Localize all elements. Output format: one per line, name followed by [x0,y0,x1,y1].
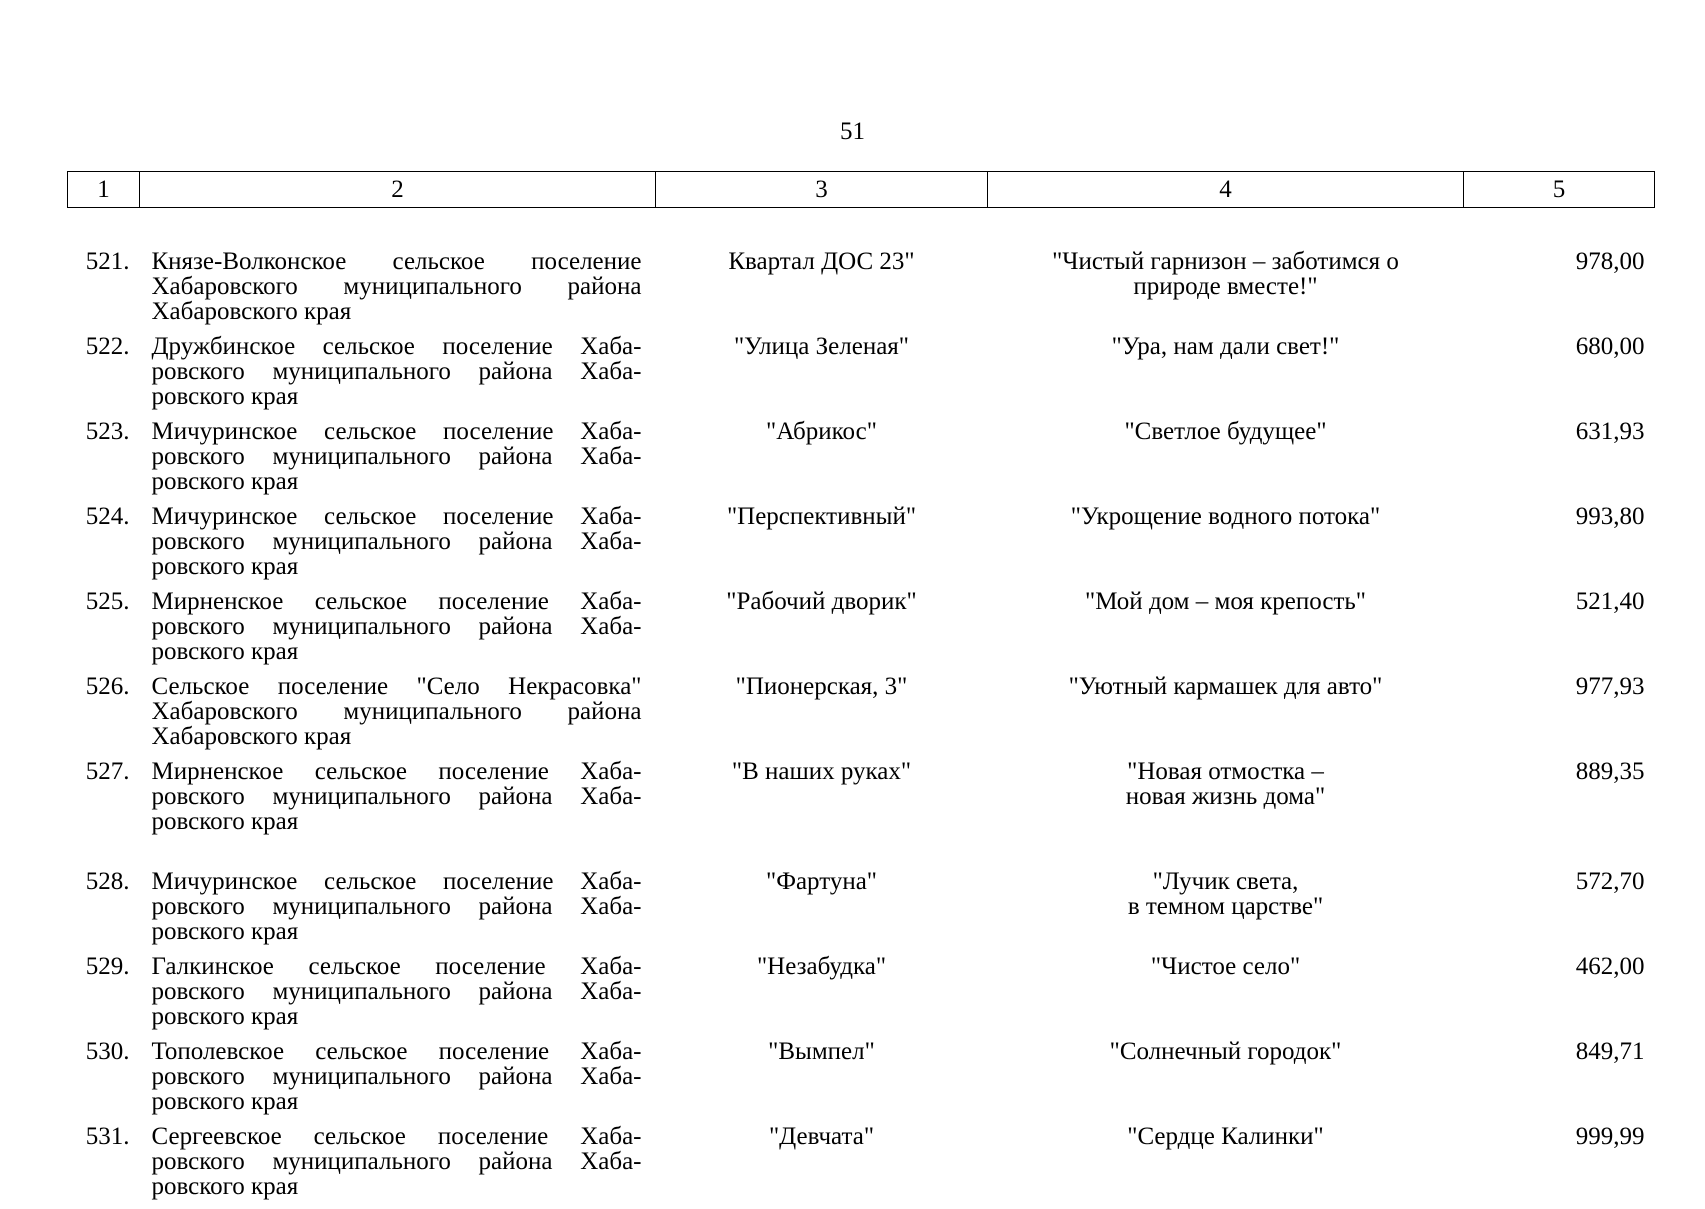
settlement-name: Мирненское сельское поселение Хабаровского муниципального района Хабаровского края [151,757,642,835]
table-row [68,334,1655,419]
project-title [988,589,1464,674]
row-number: 529. [85,952,130,980]
project-title [988,334,1464,419]
project-title-line: "Уютный кармашек для авто" [1068,672,1383,700]
settlement-name: Тополевское сельское поселение Хабаровского муниципального района Хабаровского края [151,1037,642,1115]
project-title [988,419,1464,504]
table-row [68,504,1655,589]
project-title [988,869,1464,954]
table-row [68,954,1655,1039]
column-header-3: 3 [656,172,988,208]
settlement-name: Мирненское сельское поселение Хабаровского муниципального района Хабаровского края [151,587,642,665]
row-number: 527. [85,757,130,785]
row-number: 531. [85,1122,130,1150]
amount-value: 680,00 [1575,332,1645,360]
project-title-line: "Чистое село" [1150,952,1301,980]
table-row [68,1039,1655,1124]
project-name: "Фартуна" [766,867,877,895]
project-name: "В наших руках" [731,757,912,785]
amount-value: 572,70 [1575,867,1645,895]
table-row [68,1124,1655,1209]
settlement-name: Дружбинское сельское поселение Хабаровского муниципального района Хабаровского края [151,332,642,410]
table-row [68,869,1655,954]
table-row [68,419,1655,504]
page-number: 51 [840,118,865,145]
column-header-2: 2 [140,172,656,208]
project-name: "Перспективный" [726,502,917,530]
project-name: "Незабудка" [756,952,887,980]
table-row [68,589,1655,674]
settlement-name: Сергеевское сельское поселение Хабаровского муниципального района Хабаровского края [151,1122,642,1200]
project-title-line: "Чистый гарнизон – заботимся о [1052,248,1399,275]
project-title-line: "Солнечный городок" [1109,1037,1342,1065]
row-number: 524. [85,502,130,530]
project-title [988,504,1464,589]
amount-value: 631,93 [1575,417,1645,445]
project-name: "Пионерская, 3" [735,672,908,700]
row-number: 526. [85,672,130,700]
project-title-line: "Сердце Калинки" [1127,1122,1324,1150]
amount-value: 849,71 [1575,1037,1645,1065]
header-row [68,172,1655,208]
row-number: 523. [85,417,130,445]
column-header-1: 1 [68,172,140,208]
settlement-name: Мичуринское сельское поселение Хабаровского муниципального района Хабаровского края [151,502,642,580]
project-title [988,208,1464,334]
project-title [988,1039,1464,1124]
settlement-name: Сельское поселение "Село Некрасовка" Хабаровского муниципального района Хабаровского края [151,672,642,750]
data-table [67,171,1655,1209]
amount-value: 521,40 [1575,587,1645,615]
table-row [68,208,1655,334]
amount-value: 889,35 [1575,757,1645,785]
settlement-name: Мичуринское сельское поселение Хабаровского муниципального района Хабаровского края [151,417,642,495]
project-title [988,954,1464,1039]
row-number: 528. [85,867,130,895]
project-title-line: новая жизнь дома" [1125,782,1326,810]
project-title-line: "Лучик света, [1152,867,1299,895]
project-title-line: "Укрощение водного потока" [1070,502,1381,530]
settlement-name: Галкинское сельское поселение Хабаровского муниципального района Хабаровского края [151,952,642,1030]
project-name: "Вымпел" [768,1037,875,1065]
amount-value: 993,80 [1575,502,1645,530]
project-title-line: "Ура, нам дали свет!" [1111,332,1340,360]
project-title [988,1124,1464,1209]
table-header [68,172,1655,208]
project-name: "Абрикос" [766,417,877,445]
amount-value: 978,00 [1575,248,1645,275]
settlement-name: Князе-Волконское сельское поселение Хабаровского муниципального района Хабаровского края [151,248,642,325]
amount-value: 462,00 [1575,952,1645,980]
settlement-name: Мичуринское сельское поселение Хабаровского муниципального района Хабаровского края [151,867,642,945]
project-name: "Рабочий дворик" [726,587,917,615]
table-row [68,674,1655,759]
project-name: Квартал ДОС 23" [728,248,915,275]
column-header-5: 5 [1464,172,1655,208]
project-name: "Девчата" [768,1122,875,1150]
project-title [988,674,1464,759]
row-number: 525. [85,587,130,615]
project-title-line: "Новая отмостка – [1127,757,1324,785]
project-name: "Улица Зеленая" [733,332,910,360]
table-body [68,208,1655,1209]
project-title-line: "Мой дом – моя крепость" [1085,587,1366,615]
row-number: 522. [85,332,130,360]
project-title [988,759,1464,869]
amount-value: 977,93 [1575,672,1645,700]
project-title-line: природе вместе!" [1133,273,1318,300]
row-number: 530. [85,1037,130,1065]
row-number: 521. [85,248,130,275]
project-title-line: "Светлое будущее" [1124,417,1327,445]
project-title-line: в темном царстве" [1127,892,1324,920]
column-header-4: 4 [988,172,1464,208]
table-row [68,759,1655,869]
amount-value: 999,99 [1575,1122,1645,1150]
